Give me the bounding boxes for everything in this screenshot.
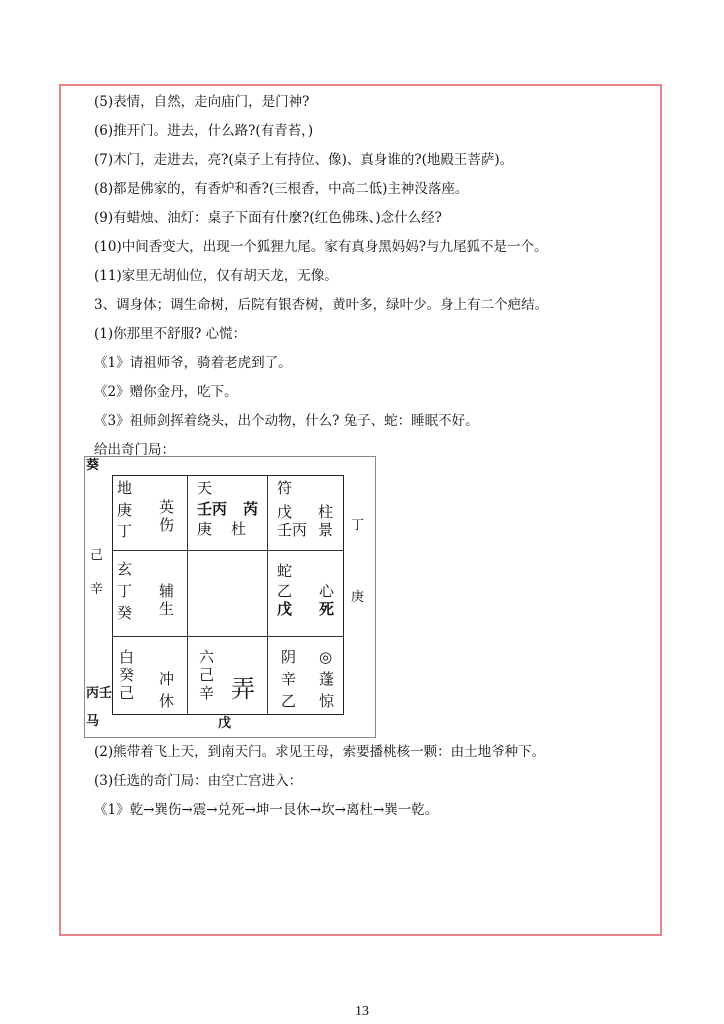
cell-mr-a: 蛇	[277, 562, 293, 580]
cell-bm-b: 己	[199, 666, 215, 684]
outer-bottom-left-label-b: 马	[86, 714, 100, 729]
cell-br-d: 蓬	[319, 670, 335, 688]
outer-left-label-a: 己	[90, 548, 104, 563]
cell-tl-e: 伤	[159, 516, 175, 534]
cell-tr-e: 景	[318, 521, 334, 539]
text-line: 《2》赠你金丹，吃下。	[94, 384, 238, 400]
cell-tm-e: 杜	[231, 520, 247, 538]
cell-ml-c: 癸	[117, 604, 133, 622]
cell-br-a: 阴	[281, 648, 297, 666]
cell-mr-e: 死	[319, 600, 335, 618]
text-line: (1)你那里不舒服? 心慌：	[94, 326, 247, 342]
text-line: 给出奇门局：	[94, 442, 175, 458]
cell-bm-d: 弄	[231, 675, 255, 703]
cell-bl-e: 休	[159, 692, 175, 710]
text-line: (9)有蜡烛、油灯：桌子下面有什麼?(红色佛珠、)念什么经?	[94, 210, 442, 226]
cell-bl-d: 冲	[159, 670, 175, 688]
text-line: (3)任选的奇门局：由空亡宫进入：	[94, 773, 303, 789]
cell-bl-c: 己	[119, 684, 135, 702]
outer-top-left-label: 葵	[86, 458, 100, 473]
outer-bottom-label: 戊	[218, 716, 232, 731]
cell-tr-c: 壬丙	[277, 521, 308, 539]
text-line: 《1》请祖师爷，骑着老虎到了。	[94, 355, 292, 371]
page-number: 13	[355, 1004, 369, 1019]
cell-bl-b: 癸	[119, 666, 135, 684]
cell-tr-b: 戊	[277, 503, 293, 521]
cell-tm-c: 芮	[243, 500, 259, 518]
cell-bl-a: 白	[119, 648, 135, 666]
cell-tm-a: 天	[197, 479, 213, 497]
cell-mr-d: 心	[319, 582, 335, 600]
cell-tl-d: 英	[159, 498, 175, 516]
text-lines-bottom	[94, 738, 664, 825]
cell-br-e: 乙	[281, 692, 297, 710]
outer-right-label-a: 丁	[351, 518, 365, 533]
cell-tm-b: 壬丙	[197, 500, 228, 518]
text-line: 3、调身体；调生命树，后院有银杏树，黄叶多，绿叶少。身上有二个疤结。	[94, 297, 549, 313]
outer-right-label-b: 庚	[351, 590, 365, 605]
qimen-grid	[112, 475, 344, 715]
text-line: 《1》乾→巽伤→震→兑死→坤一艮休→坎→离杜→巽一乾。	[94, 802, 439, 818]
cell-ml-d: 辅	[159, 582, 175, 600]
text-line: (8)都是佛家的，有香炉和香?(三根香，中高二低)主神没落座。	[94, 181, 469, 197]
cell-ml-b: 丁	[117, 582, 133, 600]
outer-left-label-b: 辛	[90, 582, 104, 597]
text-lines-top	[94, 88, 664, 465]
cell-ml-e: 生	[159, 600, 175, 618]
cell-tr-d: 柱	[318, 503, 334, 521]
text-line: (5)表情，自然，走向庙门，是门神?	[94, 94, 310, 110]
cell-br-c: 辛	[281, 670, 297, 688]
cell-tr-a: 符	[277, 479, 293, 497]
cell-tl-c: 丁	[117, 522, 133, 540]
cell-bm-a: 六	[199, 648, 215, 666]
cell-mr-c: 戊	[277, 600, 293, 618]
outer-bottom-left-label-a: 丙壬	[86, 686, 113, 701]
cell-bm-c: 辛	[199, 684, 215, 702]
text-line: 《3》祖师剑挥着绕头，出个动物，什么? 兔子、蛇：睡眠不好。	[94, 413, 479, 429]
text-line: (2)熊带着飞上天，到南天闩。求见王母，索要播桃核一颗：由土地爷种下。	[94, 744, 546, 760]
cell-mr-b: 乙	[277, 582, 293, 600]
cell-tl-a: 地	[117, 479, 133, 497]
text-line: (10)中间香变大，出现一个狐狸九尾。家有真身黑妈妈?与九尾狐不是一个。	[94, 239, 548, 255]
cell-br-f: 惊	[319, 692, 335, 710]
text-line: (11)家里无胡仙位，仅有胡天龙，无像。	[94, 268, 338, 284]
cell-br-b: ◎	[319, 648, 333, 666]
text-line: (6)推开门。进去，什么路?(有青苔，)	[94, 123, 314, 139]
text-line: (7)木门，走进去，亮?(桌子上有持位、像)、真身谁的?(地殿王菩萨)。	[94, 152, 514, 168]
cell-tm-d: 庚	[197, 520, 213, 538]
cell-ml-a: 玄	[117, 560, 133, 578]
cell-tl-b: 庚	[117, 501, 133, 519]
